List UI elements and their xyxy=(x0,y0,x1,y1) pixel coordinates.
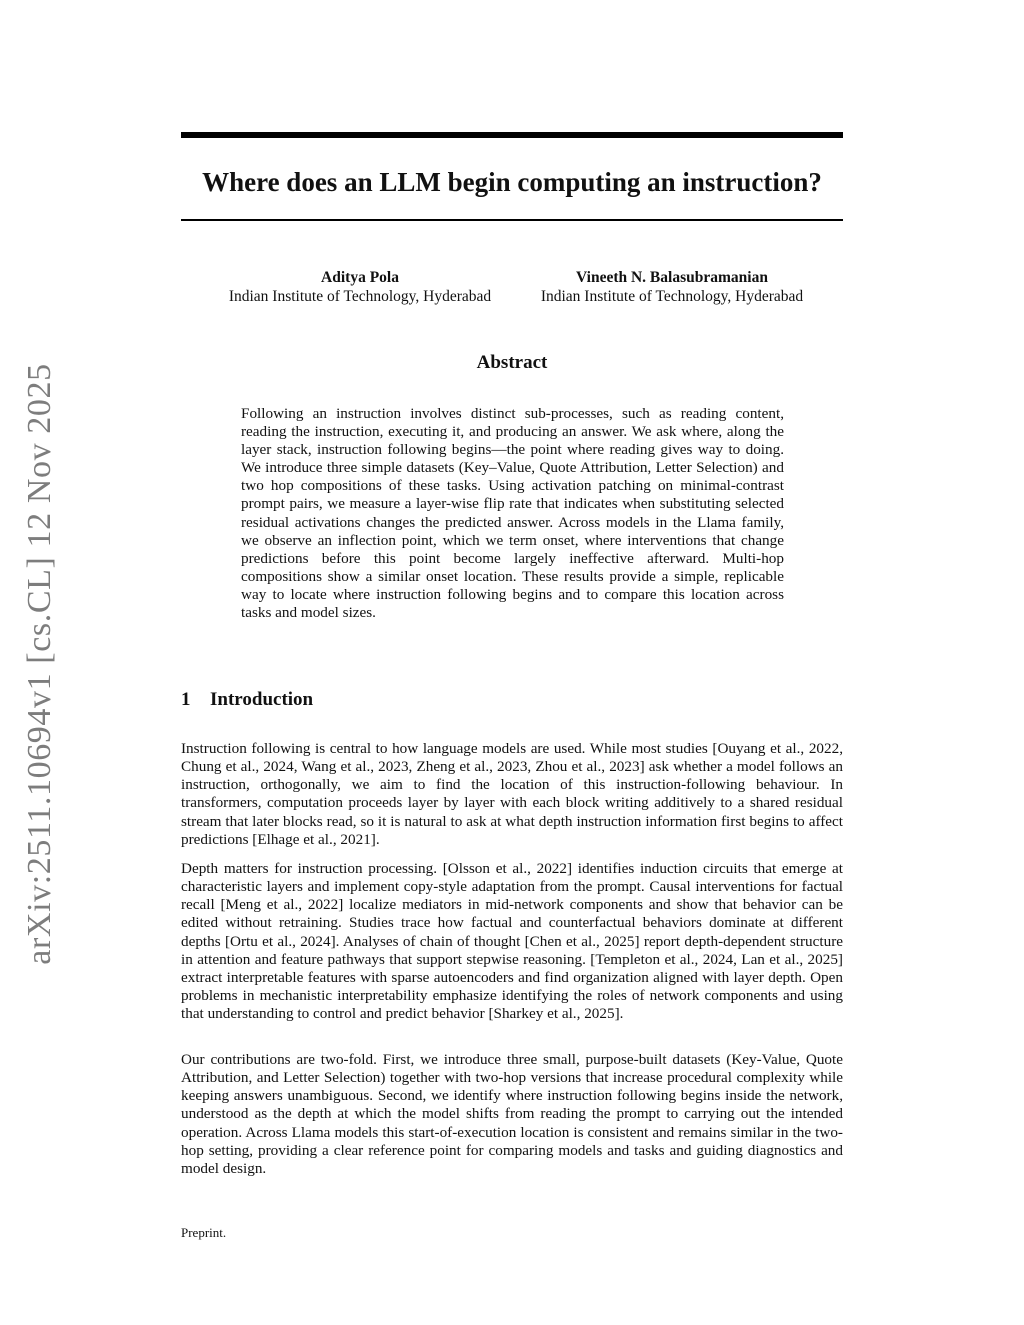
title-bottom-rule xyxy=(181,219,843,221)
section-number: 1 xyxy=(181,689,191,710)
author-block-2 xyxy=(512,268,832,306)
intro-paragraph-1: Instruction following is central to how language models are used. While most studies [Ouyang et al., 2022, Chung et al., 2024, Wang et al., 2023, Zheng et al., 2023, Zhou et al., 2023] ask whether a model follows an instruction, orthogonally, we aim to find the location of this instruction-following behaviour. In transformers, computation proceeds layer by layer with each block writing additively to a shared residual stream that later blocks read, so it is natural to ask at what depth instruction information first begins to affect predictions [Elhage et al., 2021]. xyxy=(181,740,843,848)
intro-paragraph-3: Our contributions are two-fold. First, we introduce three small, purpose-built datasets (Key-Value, Quote Attribution, and Letter Selection) together with two-hop versions that increase procedural complexity while keeping answers unambiguous. Second, we identify where instruction following begins inside the network, understood as the depth at which the model shifts from reading the prompt to carrying out the intended operation. Across Llama models this start-of-execution location is consistent and remains similar in the two-hop setting, providing a clear reference point for comparing models and tasks and guiding diagnostics and model design. xyxy=(181,1051,843,1177)
section-title: Introduction xyxy=(210,689,314,710)
author-affiliation: Indian Institute of Technology, Hyderabad xyxy=(540,288,804,305)
author-block-1 xyxy=(200,268,520,306)
abstract-text: Following an instruction involves distinct sub-processes, such as reading content, reading the instruction, executing it, and producing an answer. We ask where, along the layer stack, instruction following begins—the point where reading gives way to doing. We introduce three simple datasets (Key–Value, Quote Attribution, Letter Selection) and two hop compositions of these tasks. Using activation patching on minimal-contrast prompt pairs, we measure a layer-wise flip rate that indicates when substituting selected residual activations changes the predicted answer. Across models in the Llama family, we observe an inflection point, which we term onset, where interventions that change predictions before this point become largely ineffective afterward. Multi-hop compositions show a similar onset location. These results provide a simple, replicable way to locate where instruction following begins and to compare this location across tasks and model sizes. xyxy=(241,405,784,622)
intro-paragraph-2: Depth matters for instruction processing. [Olsson et al., 2022] identifies induction circuits that emerge at characteristic layers and implement copy-style adaptation from the prompt. Causal interventions for factual recall [Meng et al., 2022] localize mediators in mid-network components and show that behavior can be edited without retraining. Studies trace how factual and counterfactual behaviors dominate at different depths [Ortu et al., 2024]. Analyses of chain of thought [Chen et al., 2025] report depth-dependent structure in attention and feature pathways that support stepwise reasoning. [Templeton et al., 2024, Lan et al., 2025] extract interpretable features with sparse autoencoders and find organization aligned with layer depth. Open problems in mechanistic interpretability emphasize identifying the roles of network components and using that understanding to control and predict behavior [Sharkey et al., 2025]. xyxy=(181,860,843,1023)
section-heading-introduction xyxy=(181,689,313,711)
author-name: Aditya Pola xyxy=(321,269,399,286)
abstract-heading: Abstract xyxy=(476,352,548,373)
author-name: Vineeth N. Balasubramanian xyxy=(576,269,768,286)
paper-title: Where does an LLM begin computing an instruction? xyxy=(202,167,822,197)
author-affiliation: Indian Institute of Technology, Hyderabad xyxy=(228,288,492,305)
title-top-rule xyxy=(181,132,843,138)
arxiv-identifier-stamp: arXiv:2511.10694v1 [cs.CL] 12 Nov 2025 xyxy=(21,363,58,965)
footer-note: Preprint. xyxy=(181,1225,227,1240)
